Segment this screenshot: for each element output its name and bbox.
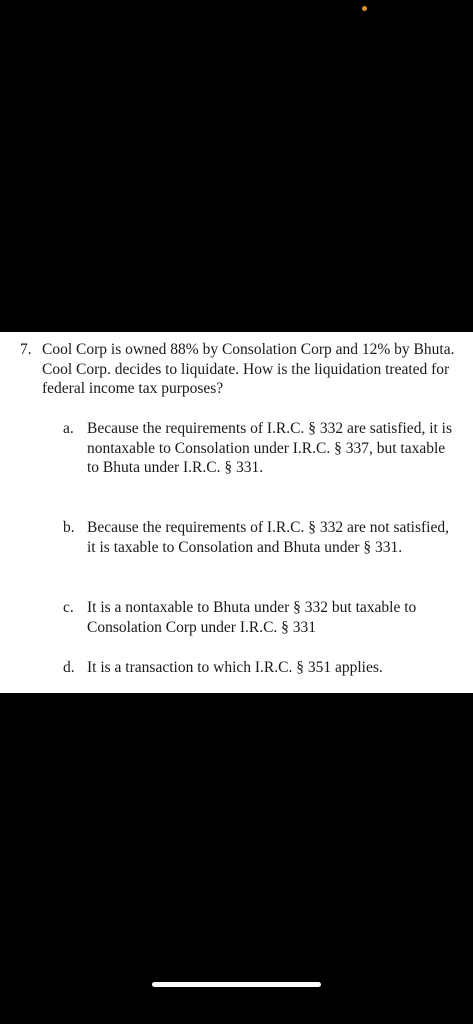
option-d <box>63 658 455 678</box>
option-letter: c. <box>63 599 74 616</box>
question-number: 7. <box>20 341 32 358</box>
option-a <box>63 419 455 478</box>
option-text: Because the requirements of I.R.C. § 332 are not satisfied, it is taxable to Consolation and Bhuta under § 331. <box>87 519 449 556</box>
option-b <box>63 518 455 557</box>
document-image <box>0 332 473 693</box>
option-letter: d. <box>63 659 75 676</box>
option-text: It is a nontaxable to Bhuta under § 332 but taxable to Consolation Corp under I.R.C. § 331 <box>87 599 417 636</box>
option-letter: a. <box>63 420 74 437</box>
option-c <box>63 598 473 637</box>
question-text: Cool Corp is owned 88% by Consolation Corp and 12% by Bhuta. Cool Corp. decides to liquidate. How is the liquidation treated for federal income tax purposes? <box>42 341 455 397</box>
option-letter: b. <box>63 519 75 536</box>
option-text: It is a transaction to which I.R.C. § 351 applies. <box>87 659 383 676</box>
privacy-indicator-dot <box>362 6 367 11</box>
option-text: Because the requirements of I.R.C. § 332 are satisfied, it is nontaxable to Consolation under I.R.C. § 337, but taxable to Bhuta under I.R.C. § 331. <box>87 420 453 476</box>
home-indicator-bar[interactable] <box>152 982 321 987</box>
question-7 <box>20 340 455 399</box>
